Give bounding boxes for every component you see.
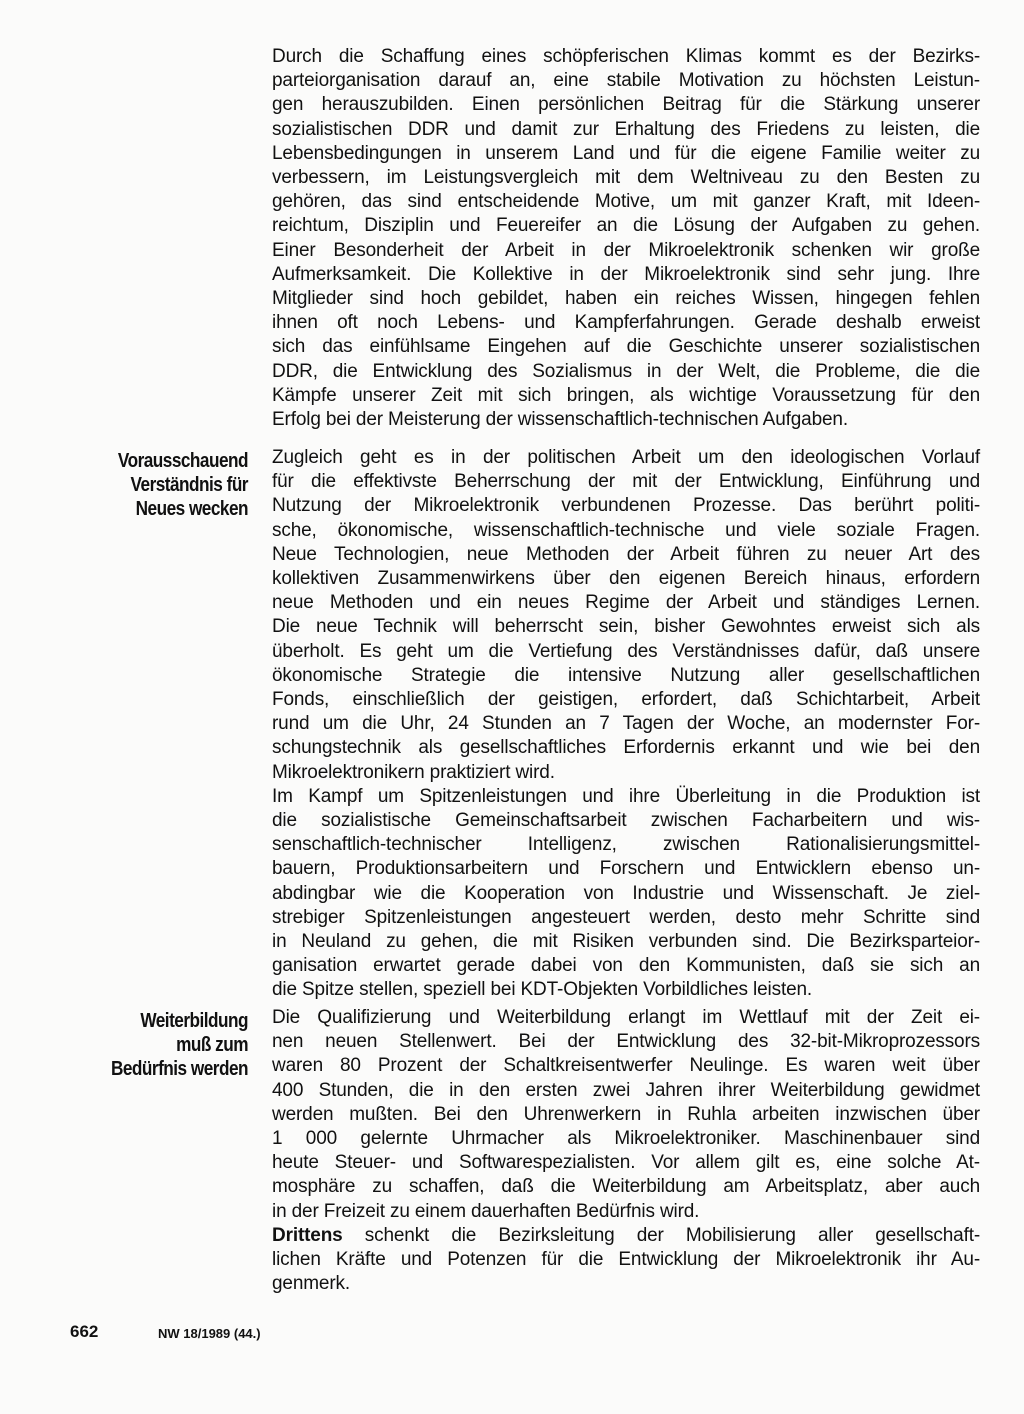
text-line: nen neuen Stellenwert. Bei der Entwicklung des 32-bit-Mikroprozessors — [272, 1031, 980, 1053]
paragraph-2 — [272, 446, 980, 1003]
text-line: Erfolg bei der Meisterung der wissenschaftlich-technischen Aufgaben. — [272, 409, 848, 431]
text-line: Die neue Technik will beherrscht sein, bisher Gewohntes erweist sich als — [272, 616, 980, 638]
margin-note-line: Bedürfnis werden — [110, 1058, 248, 1080]
text-line: in Neuland zu gehen, die mit Risiken verbunden sind. Die Bezirksparteior- — [272, 931, 980, 953]
paragraph-1 — [272, 45, 980, 432]
text-line: 400 Stunden, die in den ersten zwei Jahren ihrer Weiterbildung gewidmet — [272, 1079, 980, 1101]
text-fragment: schenkt die Bezirksleitung der Mobilisierung aller gesellschaft- — [342, 1224, 980, 1246]
text-line: Neue Technologien, neue Methoden der Arbeit führen zu neuer Art des — [272, 543, 980, 565]
text-line — [272, 1224, 980, 1248]
margin-note-line: Weiterbildung — [140, 1010, 248, 1032]
text-line: bauern, Produktionsarbeitern und Forschern und Entwicklern ebenso un- — [272, 858, 980, 880]
paragraph — [272, 45, 980, 239]
text-line: Kämpfe unserer Zeit mit sich bringen, als wichtige Voraussetzung für den — [272, 384, 980, 406]
text-line: genmerk. — [272, 1273, 351, 1295]
text-line: die sozialistische Gemeinschaftsarbeit zwischen Facharbeitern und wis- — [272, 810, 980, 832]
margin-note-line: muß zum — [176, 1034, 248, 1056]
text-line: lichen Kräfte und Potenzen für die Entwicklung der Mikroelektronik ihr Au- — [272, 1249, 980, 1271]
text-line: 1 000 gelernte Uhrmacher als Mikroelektroniker. Maschinenbauer sind — [272, 1128, 980, 1150]
text-line: überholt. Es geht um die Vertiefung des Verständnisses dafür, daß unsere — [272, 640, 980, 662]
text-line: Lebensbedingungen in unserem Land und für die eigene Familie weiter zu — [272, 142, 980, 164]
text-line: Einer Besonderheit der Arbeit in der Mikroelektronik schenken wir große — [272, 239, 980, 261]
text-line: werden mußten. Bei den Uhrenwerkern in Ruhla arbeiten inzwischen über — [272, 1103, 980, 1125]
text-line: sozialistischen DDR und damit zur Erhaltung des Friedens zu leisten, die — [272, 118, 980, 140]
text-line: ökonomische Strategie die intensive Nutzung aller gesellschaftlichen — [272, 664, 980, 686]
margin-note-line: Vorausschauend — [117, 450, 248, 472]
text-line: Mitglieder sind hoch gebildet, haben ein reiches Wissen, hingegen fehlen — [272, 288, 980, 310]
text-line: in der Freizeit zu einem dauerhaften Bedürfnis wird. — [272, 1200, 700, 1222]
text-line: Durch die Schaffung eines schöpferischen Klimas kommt es der Bezirks- — [272, 46, 980, 67]
paragraph — [272, 239, 980, 433]
text-line: schungstechnik als gesellschaftliches Erfordernis erkannt und wie bei den — [272, 737, 980, 759]
text-line: strebiger Spitzenleistungen angesteuert werden, desto mehr Schritte sind — [272, 906, 980, 928]
text-line: neue Methoden und ein neues Regime der Arbeit und ständiges Lernen. — [272, 592, 980, 614]
text-line: Im Kampf um Spitzenleistungen und ihre Überleitung in die Produktion ist — [272, 785, 980, 807]
paragraph — [272, 446, 980, 785]
text-line: gehören, das sind entscheidende Motive, um mit ganzer Kraft, mit Ideen- — [272, 191, 980, 213]
text-line: Aufmerksamkeit. Die Kollektive in der Mikroelektronik sind sehr jung. Ihre — [272, 263, 980, 285]
text-line: senschaftlich-technischer Intelligenz, zwischen Rationalisierungsmittel- — [272, 834, 980, 856]
text-line: verbessern, im Leistungsvergleich mit dem Weltniveau zu den Besten zu — [272, 167, 980, 189]
margin-note-2 — [86, 1009, 248, 1081]
paragraph — [272, 785, 980, 1003]
text-line: ihnen oft noch Lebens- und Kampferfahrungen. Gerade deshalb erweist — [272, 312, 980, 334]
text-line: DDR, die Entwicklung des Sozialismus in der Welt, die Probleme, die die — [272, 360, 980, 382]
text-line: parteiorganisation darauf an, eine stabile Motivation zu höchsten Leistun- — [272, 70, 980, 92]
text-line: waren 80 Prozent der Schaltkreisentwerfer Neulinge. Es waren weit über — [272, 1055, 980, 1077]
journal-reference: NW 18/1989 (44.) — [158, 1326, 261, 1341]
text-line: Fonds, einschließlich der geistigen, erfordert, daß Schichtarbeit, Arbeit — [272, 689, 980, 711]
text-line: die Spitze stellen, speziell bei KDT-Objekten Vorbildliches leisten. — [272, 979, 813, 1001]
text-line: Mikroelektronikern praktiziert wird. — [272, 761, 555, 783]
text-line: Die Qualifizierung und Weiterbildung erlangt im Wettlauf mit der Zeit ei- — [272, 1007, 980, 1028]
text-line: sche, ökonomische, wissenschaftlich-technische und viele soziale Fragen. — [272, 519, 980, 541]
text-line: gen herauszubilden. Einen persönlichen Beitrag für die Stärkung unserer — [272, 94, 980, 116]
margin-note-line: Verständnis für — [130, 474, 248, 496]
bold-lead-word: Drittens — [272, 1224, 343, 1246]
paragraph-3 — [272, 1006, 980, 1296]
text-line: kollektiven Zusammenwirkens über den eigenen Bereich hinaus, erfordern — [272, 568, 980, 590]
text-line: heute Steuer- und Softwarespezialisten. Vor allem gilt es, eine solche At- — [272, 1152, 980, 1174]
page-number: 662 — [70, 1322, 99, 1341]
text-line: Nutzung der Mikroelektronik verbundenen Prozesse. Das berührt politi- — [272, 495, 980, 517]
text-line: ganisation erwartet gerade dabei von den Kommunisten, daß sie sich an — [272, 955, 980, 977]
text-line: sich das einfühlsame Eingehen auf die Geschichte unserer sozialistischen — [272, 336, 980, 358]
paragraph — [272, 1224, 980, 1297]
text-line: abdingbar wie die Kooperation von Industrie und Wissenschaft. Je ziel- — [272, 882, 980, 904]
margin-note-line: Neues wecken — [135, 498, 248, 520]
margin-note-1 — [86, 449, 248, 521]
text-line: mosphäre zu schaffen, daß die Weiterbildung am Arbeitsplatz, aber auch — [272, 1176, 980, 1198]
text-line: rund um die Uhr, 24 Stunden an 7 Tagen der Woche, an modernster For- — [272, 713, 980, 735]
text-line: Zugleich geht es in der politischen Arbeit um den ideologischen Vorlauf — [272, 447, 980, 468]
text-line: für die effektivste Beherrschung der mit der Entwicklung, Einführung und — [272, 471, 980, 493]
paragraph — [272, 1006, 980, 1224]
text-line: reichtum, Disziplin und Feuereifer an die Lösung der Aufgaben zu gehen. — [272, 215, 980, 237]
